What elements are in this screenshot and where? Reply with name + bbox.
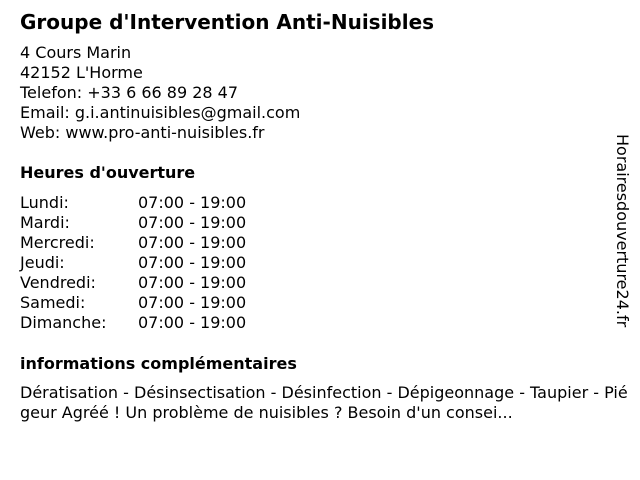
day-label: Lundi: xyxy=(20,193,69,212)
page-title: Groupe d'Intervention Anti-Nuisibles xyxy=(20,10,435,34)
site-watermark: Horairesdouverture24.fr xyxy=(613,134,632,328)
time-range: 07:00 - 19:00 xyxy=(138,273,247,292)
website: Web: www.pro-anti-nuisibles.fr xyxy=(20,123,265,142)
additional-info-heading: informations complémentaires xyxy=(20,354,297,373)
time-range: 07:00 - 19:00 xyxy=(138,233,247,252)
opening-hours-heading: Heures d'ouverture xyxy=(20,163,196,182)
day-label: Vendredi: xyxy=(20,273,96,292)
day-label: Jeudi: xyxy=(20,253,65,272)
additional-info-text: Dératisation - Désinsectisation - Désinfection - Dépigeonnage - Taupier - Piégeur Agréé ! Un problème de nuisibles ? Besoin d'un consei... xyxy=(20,383,628,422)
email-address: Email: g.i.antinuisibles@gmail.com xyxy=(20,103,301,122)
day-label: Dimanche: xyxy=(20,313,107,332)
address-city: 42152 L'Horme xyxy=(20,63,143,82)
address-street: 4 Cours Marin xyxy=(20,43,132,62)
day-label: Samedi: xyxy=(20,293,86,312)
day-label: Mardi: xyxy=(20,213,70,232)
contact-block xyxy=(20,43,300,143)
time-range: 07:00 - 19:00 xyxy=(138,253,247,272)
time-range: 07:00 - 19:00 xyxy=(138,293,247,312)
time-range: 07:00 - 19:00 xyxy=(138,213,247,232)
phone-number: Telefon: +33 6 66 89 28 47 xyxy=(20,83,239,102)
time-range: 07:00 - 19:00 xyxy=(138,193,247,212)
day-label: Mercredi: xyxy=(20,233,95,252)
time-range: 07:00 - 19:00 xyxy=(138,313,247,332)
